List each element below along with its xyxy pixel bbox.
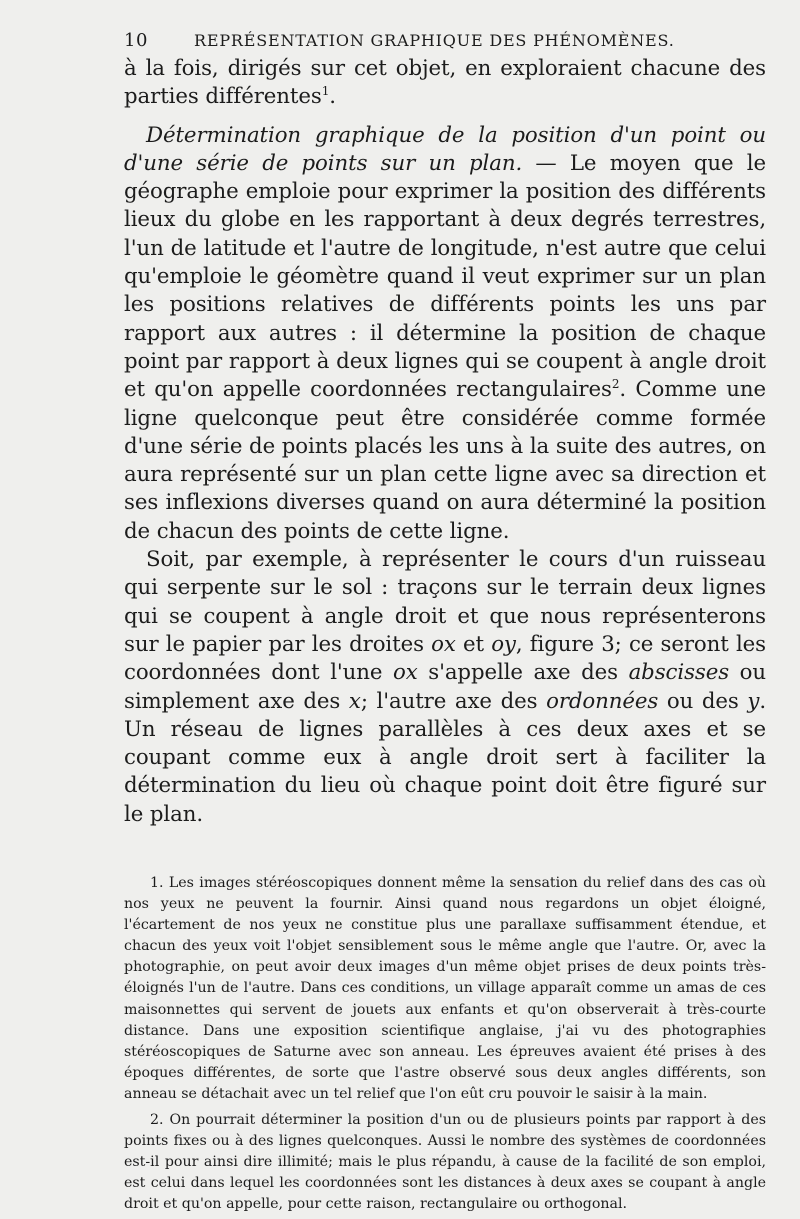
p2-part-1: Soit, par exemple, à représenter le cours d'un ruisseau qui serpente sur le sol : traçons sur le terrain deux lignes qui se coupent à angle droit et que nous représenterons sur le papier par les droites <box>124 547 766 657</box>
paragraph-2 <box>124 546 766 829</box>
continuation-end: . <box>329 84 336 110</box>
p2-oy: oy <box>491 631 516 657</box>
p2-part-3: s'appelle axe des <box>417 660 629 686</box>
p2-part-7: . Un réseau de lignes parallèles à ces deux axes et se coupant comme eux à angle droit sert à faciliter la détermination du lieu où chaque point doit être figuré sur le plan. <box>124 688 766 827</box>
footnote-2: 2. On pourrait déterminer la position d'un ou de plusieurs points par rapport à des points fixes ou à des lignes quelconques. Aussi le nombre des systèmes de coordonnées est-il pour ainsi dire illimité; mais le plus répandu, à cause de la facilité de son emploi, est celui dans lequel les coordonnées sont les distances à deux axes se coupant à angle droit et qu'on appelle, pour cette raison, rectangulaire ou orthogonal. <box>124 1112 766 1213</box>
p2-part-2: , figure 3; ce seront les coordonnées dont l'une <box>124 631 766 686</box>
paragraph-1 <box>124 122 766 546</box>
section-heading: Détermination graphique de la position d'un point ou d'une série de points sur un plan. <box>124 122 766 176</box>
p2-part-5: ; l'autre axe des <box>360 688 547 714</box>
page-header <box>124 30 766 51</box>
p2-ox: ox <box>431 631 456 657</box>
p2-ox-2: ox <box>393 660 418 686</box>
page-number: 10 <box>124 30 148 51</box>
p2-ordonnees: ordonnées <box>546 688 659 714</box>
footnote-ref-1: 1 <box>321 84 330 99</box>
continuation-text: à la fois, dirigés sur cet objet, en exploraient chacune des parties différentes <box>124 56 766 110</box>
p2-abscisses: abscisses <box>628 660 730 686</box>
continuation-paragraph <box>124 55 766 112</box>
footnote-ref-2: 2 <box>611 377 620 392</box>
paragraph-1-text-a: — Le moyen que le géographe emploie pour exprimer la position des différents lieux du globe en les rapportant à deux degrés terrestres, l'un de latitude et l'autre de longitude, n'est autre que celui qu'emploie le géomètre quand il veut exprimer sur un plan les positions relatives de différents points les uns par rapport aux autres : il détermine la position de chaque point par rapport à deux lignes qui se coupent à angle droit et qu'on appelle coordonnées rectangulaires <box>124 150 766 403</box>
main-text <box>124 55 766 829</box>
p2-y: y <box>747 688 760 714</box>
footnotes <box>124 873 766 1216</box>
p2-x: x <box>348 688 361 714</box>
paragraph-1-text-b: . Comme une ligne quelconque peut être considérée comme formée d'une série de points placés les uns à la suite des autres, on aura représenté sur un plan cette ligne avec sa direction et ses inflexions diverses quand on aura déterminé la position de chacun des points de cette ligne. <box>124 377 766 544</box>
p2-part-6: ou des <box>658 688 748 714</box>
p2-part-4: ou simplement axe des <box>124 660 767 714</box>
p2-et: et <box>455 631 492 657</box>
running-title: REPRÉSENTATION GRAPHIQUE DES PHÉNOMÈNES. <box>194 31 675 50</box>
footnote-1: 1. Les images stéréoscopiques donnent même la sensation du relief dans des cas où nos yeux ne peuvent la fournir. Ainsi quand nous regardons un objet éloigné, l'écartement de nos yeux ne constitue plus une parallaxe suffisamment étendue, et chacun des yeux voit l'objet sensiblement sous le même angle que l'autre. Or, avec la photographie, on peut avoir deux images d'un même objet prises de deux points très-éloignés l'un de l'autre. Dans ces conditions, un village apparaît comme un amas de ces maisonnettes qui servent de jouets aux enfants et qu'on observerait à très-courte distance. Dans une exposition scientifique anglaise, j'ai vu des photographies stéréoscopiques de Saturne avec son anneau. Les épreuves avaient été prises à des époques différentes, de sorte que l'astre observé sous deux angles différents, son anneau se détachait avec un tel relief que l'on eût cru pouvoir le saisir à la main. <box>124 875 766 1102</box>
